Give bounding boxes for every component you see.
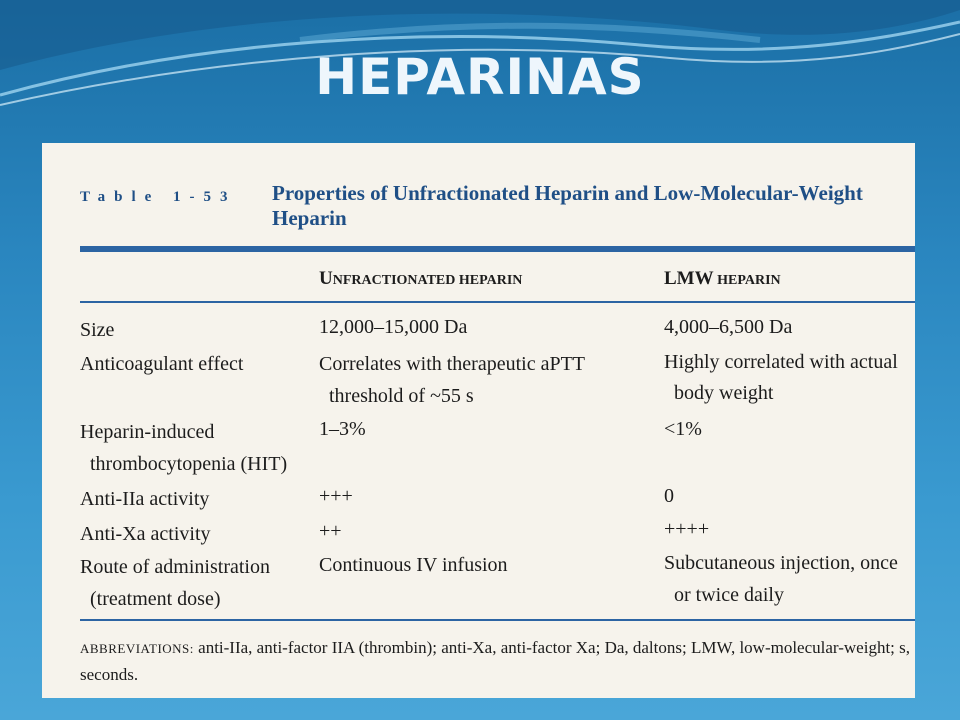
table-number: Table 1-53 <box>80 189 237 205</box>
cell-lmw: ++++ <box>664 518 710 540</box>
cell-unfractionated: +++ <box>319 485 353 507</box>
row-label: thrombocytopenia (HIT) <box>90 453 288 475</box>
cell-unfractionated: 12,000–15,000 Da <box>319 316 468 338</box>
table-caption: Properties of Unfractionated Heparin and Low-Molecular-Weight Heparin <box>272 181 863 230</box>
cell-lmw: Subcutaneous injection, once <box>664 552 898 574</box>
cell-unfractionated: ++ <box>319 520 342 542</box>
cell-unfractionated: Continuous IV infusion <box>319 554 508 576</box>
cell-lmw: <1% <box>664 418 702 440</box>
cell-unfractionated: 1–3% <box>319 418 366 440</box>
row-label: (treatment dose) <box>90 588 221 610</box>
column-header-unfractionated: UNFRACTIONATED HEPARIN <box>319 268 523 289</box>
table-top-rule <box>80 246 915 252</box>
cell-lmw: body weight <box>674 382 774 404</box>
cell-lmw: 4,000–6,500 Da <box>664 316 793 338</box>
abbreviations-note: ABBREVIATIONS: anti-IIa, anti-factor IIA (thrombin); anti-Xa, anti-factor Xa; Da, daltons; LMW, low-molecular-weight; s, seconds. <box>80 638 911 684</box>
cell-unfractionated: threshold of ~55 s <box>329 385 474 407</box>
column-header-lmw: LMW HEPARIN <box>664 268 781 289</box>
header-rule <box>80 301 915 303</box>
row-label: Heparin-induced <box>80 421 215 443</box>
table-bottom-rule <box>80 619 915 621</box>
cell-lmw: or twice daily <box>674 584 784 606</box>
cell-unfractionated: Correlates with therapeutic aPTT <box>319 353 586 375</box>
cell-lmw: 0 <box>664 485 674 507</box>
row-label: Size <box>80 319 115 341</box>
row-label: Anti-IIa activity <box>80 488 210 510</box>
table-image <box>42 143 915 698</box>
row-label: Route of administration <box>80 556 270 578</box>
slide-title: HEPARINAS <box>315 48 645 106</box>
row-label: Anticoagulant effect <box>80 353 244 375</box>
row-label: Anti-Xa activity <box>80 523 211 545</box>
cell-lmw: Highly correlated with actual <box>664 351 898 373</box>
